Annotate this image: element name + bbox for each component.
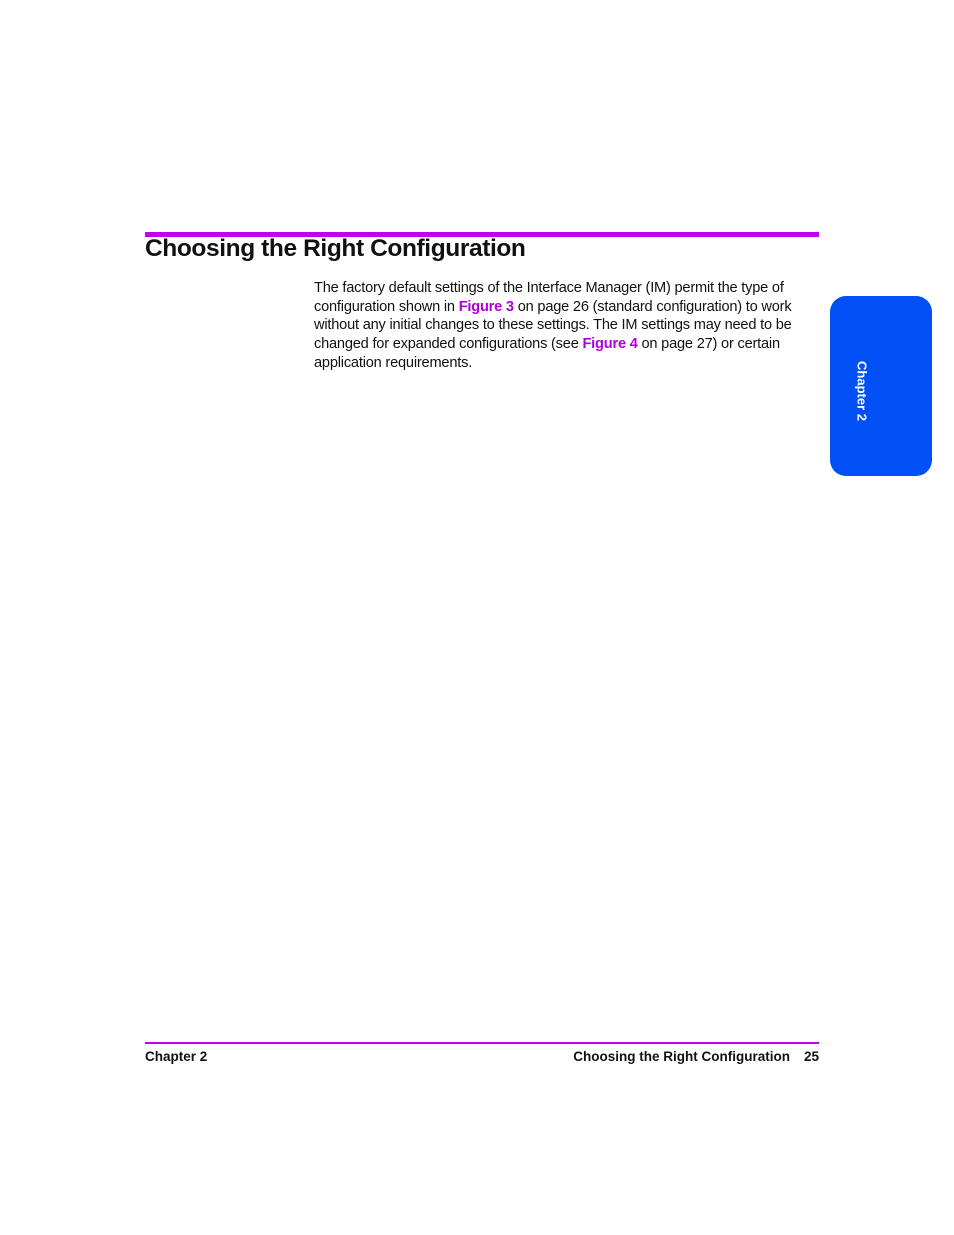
footer-chapter: Chapter 2 [145, 1049, 208, 1064]
footer-right [573, 1049, 819, 1064]
footer-rule [145, 1042, 819, 1044]
body-line-4-text-after: on page 27) or certain [637, 336, 780, 353]
body-line-2-text-before: configuration shown in [314, 298, 459, 315]
body-line-5: application requirements. [314, 354, 473, 371]
footer-page-number: 25 [803, 1049, 819, 1064]
figure-4-link[interactable]: Figure 4 [582, 336, 638, 353]
body-line-4-text-before: changed for expanded configurations (see [314, 336, 583, 353]
body-line-3: without any initial changes to these settings. The IM settings may need to be [314, 317, 792, 334]
body-line-2-text-after: on page 26 (standard configuration) to work [513, 298, 792, 315]
body-line-2 [314, 298, 819, 317]
body-line-1: The factory default settings of the Interface Manager (IM) permit the type of [314, 280, 784, 296]
section-heading: Choosing the Right Configuration [145, 235, 526, 262]
footer-section-title: Choosing the Right Configuration [573, 1049, 790, 1064]
chapter-tab [830, 296, 932, 476]
figure-3-link[interactable]: Figure 3 [458, 298, 514, 315]
chapter-tab-label: Chapter 2 [854, 361, 870, 421]
body-paragraph [314, 279, 819, 373]
body-line-4 [314, 335, 819, 354]
